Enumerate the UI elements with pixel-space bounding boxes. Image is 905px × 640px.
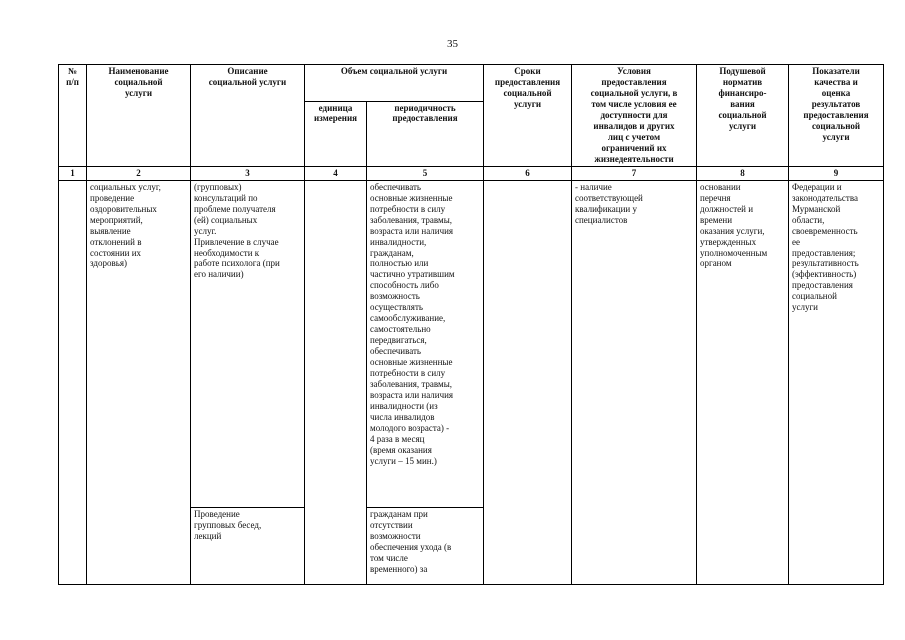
header-quality-indicators: Показатели качества и оценка результатов предоставления социальной услуги bbox=[789, 65, 884, 167]
header-row bbox=[59, 65, 884, 102]
header-periodicity: периодичность предоставления bbox=[367, 101, 484, 166]
cell-terms bbox=[484, 180, 572, 584]
cell-financing-norm: основании перечня должностей и времени оказания услуги, утвержденных уполномоченным органом bbox=[697, 180, 789, 584]
column-number: 2 bbox=[87, 166, 191, 180]
page-number: 35 bbox=[447, 38, 458, 50]
table-row bbox=[59, 180, 884, 507]
cell-periodicity: гражданам при отсутствии возможности обеспечения ухода (в том числе временного) за bbox=[367, 507, 484, 584]
header-service-name: Наименование социальной услуги bbox=[87, 65, 191, 167]
cell-service-description: (групповых) консультаций по проблеме получателя (ей) социальных услуг. Привлечение в случае необходимости к работе психолога (при его наличии) bbox=[191, 180, 305, 507]
cell-periodicity: обеспечивать основные жизненные потребности в силу заболевания, травмы, возраста или наличия инвалидности, гражданам, полностью или частично утратившим способность либо возможность осуществлять самообслуживание, самостоятельно передвигаться, обеспечивать основные жизненные потребности в силу заболевания, травмы, возраста или наличия инвалидности (из числа инвалидов молодого возраста) - 4 раза в месяц (время оказания услуги – 15 мин.) bbox=[367, 180, 484, 507]
header-terms: Сроки предоставления социальной услуги bbox=[484, 65, 572, 167]
column-number: 8 bbox=[697, 166, 789, 180]
column-number: 3 bbox=[191, 166, 305, 180]
cell-conditions: - наличие соответствующей квалификации у специалистов bbox=[572, 180, 697, 584]
services-table bbox=[58, 64, 884, 585]
cell-service-name: социальных услуг, проведение оздоровительных мероприятий, выявление отклонений в состоянии их здоровья) bbox=[87, 180, 191, 584]
header-service-description: Описание социальной услуги bbox=[191, 65, 305, 167]
column-number: 7 bbox=[572, 166, 697, 180]
header-unit: единица измерения bbox=[305, 101, 367, 166]
cell-unit bbox=[305, 180, 367, 584]
column-number-row bbox=[59, 166, 884, 180]
header-conditions: Условия предоставления социальной услуги, в том числе условия ее доступности для инвалидов и других лиц с учетом ограничений их жизнедеятельности bbox=[572, 65, 697, 167]
column-number: 1 bbox=[59, 166, 87, 180]
column-number: 6 bbox=[484, 166, 572, 180]
cell-number bbox=[59, 180, 87, 584]
cell-quality-indicators: Федерации и законодательства Мурманской области, своевременность ее предоставления; результативность (эффективность) предоставления социальной услуги bbox=[789, 180, 884, 584]
column-number: 5 bbox=[367, 166, 484, 180]
cell-service-description: Проведение групповых бесед, лекций bbox=[191, 507, 305, 584]
header-number: № п/п bbox=[59, 65, 87, 167]
column-number: 4 bbox=[305, 166, 367, 180]
header-volume-group: Объем социальной услуги bbox=[305, 65, 484, 102]
column-number: 9 bbox=[789, 166, 884, 180]
header-financing-norm: Подушевой норматив финансиро- вания социальной услуги bbox=[697, 65, 789, 167]
